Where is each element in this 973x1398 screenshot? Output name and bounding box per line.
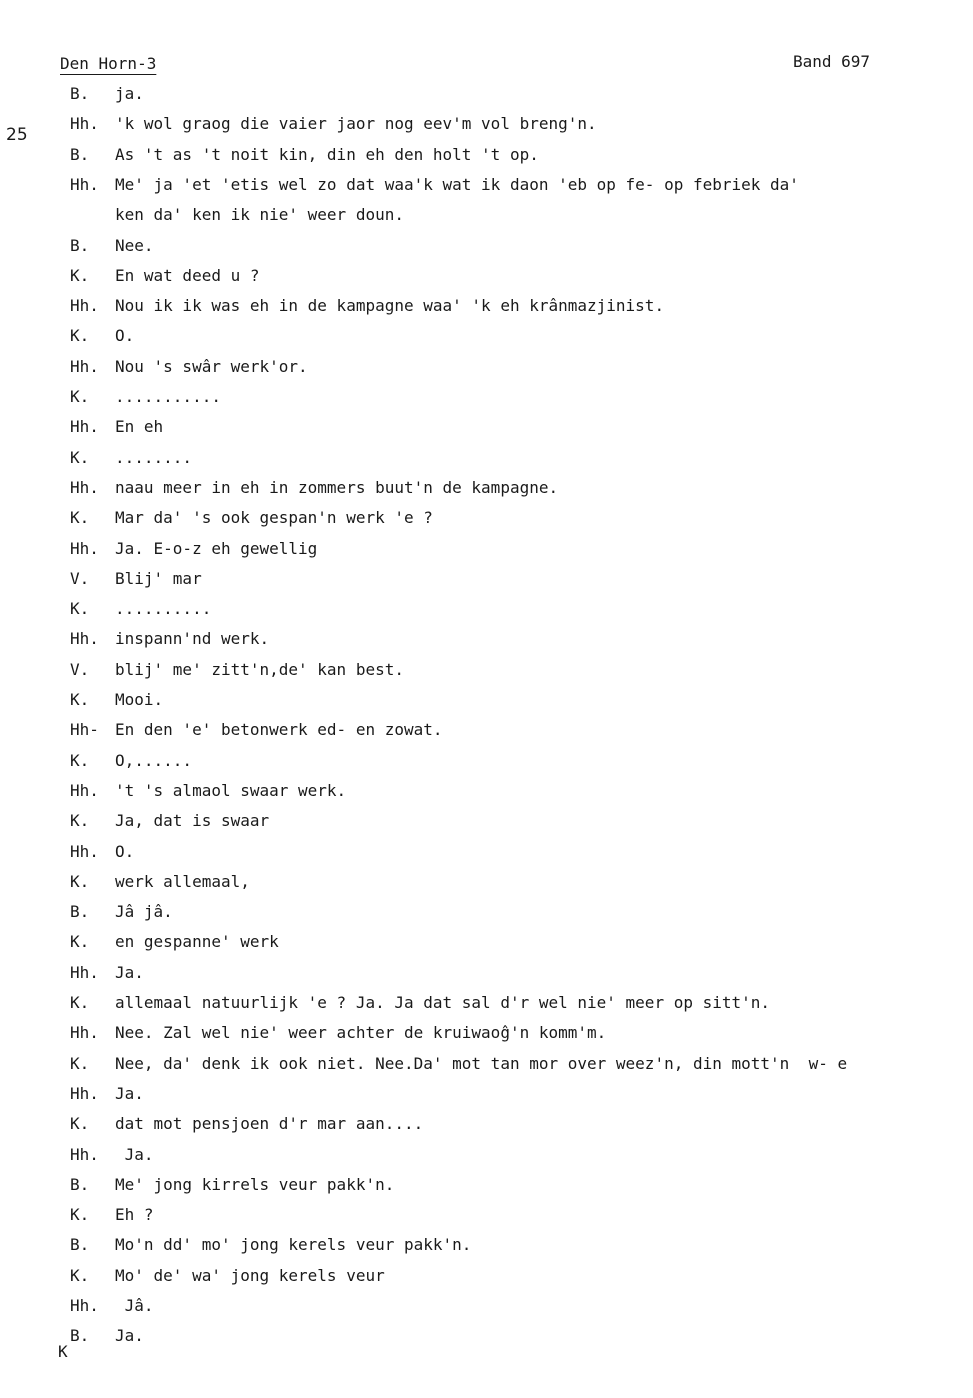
transcript-line [0,751,973,777]
transcript-line [0,84,973,110]
transcript-line [0,508,973,534]
speaker-label: B. [70,1174,90,1194]
transcript-line [0,1054,973,1080]
utterance-text: ........... [115,387,221,406]
utterance-text: Me' ja 'et 'etis wel zo dat waa'k wat ik daon 'eb op fe- op febriek da' [115,174,799,194]
speaker-label: Hh. [70,1023,99,1043]
speaker-label: Hh. [70,841,99,861]
transcript-line [0,478,973,504]
utterance-text: O,...... [115,750,193,770]
speaker-label: K. [70,599,90,619]
transcript-line [0,114,973,140]
utterance-text: Mar da' 's ook gespan'n werk 'e ? [115,508,433,528]
utterance-text: Nee. Zal wel nie' weer achter de kruiwaoĝ'n komm'm. [115,1023,607,1043]
transcript-line [0,932,973,958]
utterance-text: Ja. E-o-z eh gewellig [115,538,318,558]
utterance-text: werk allemaal, [115,871,250,891]
speaker-label: B. [70,1326,90,1346]
transcript-line [0,205,973,231]
utterance-text: 't 's almaol swaar werk. [115,780,347,800]
speaker-label: V. [70,659,90,679]
document-title: Den Horn-3 [60,54,157,73]
utterance-text: Ja, dat is swaar [115,811,270,831]
transcript-line [0,266,973,292]
utterance-text: Nou ik ik was eh in de kampagne waa' 'k eh krânmazjinist. [115,296,665,316]
speaker-label: K. [70,932,90,952]
transcript-line [0,569,973,595]
utterance-text: Blij' mar [115,568,202,588]
transcript-line [0,357,973,383]
transcript-line [0,296,973,322]
transcript-line [0,1266,973,1292]
speaker-label: B. [70,84,90,103]
transcript-line [0,781,973,807]
utterance-text: 'k wol graog die vaier jaor nog eev'm vol breng'n. [115,114,597,134]
utterance-text: ken da' ken ik nie' weer doun. [115,205,404,225]
speaker-label: K. [70,1114,90,1134]
transcript-line [0,1326,973,1352]
speaker-label: Hh. [70,1083,99,1103]
transcript-line [0,417,973,443]
utterance-text: O. [115,326,135,346]
utterance-text: En den 'e' betonwerk ed- en zowat. [115,720,443,740]
utterance-text: Eh ? [115,1205,154,1225]
transcript-line [0,1114,973,1140]
transcript-line [0,993,973,1019]
utterance-text: Nou 's swâr werk'or. [115,356,308,376]
utterance-text: Me' jong kirrels veur pakk'n. [115,1174,395,1194]
utterance-text: Ja. [115,1326,144,1346]
utterance-text: O. [115,841,135,861]
utterance-text: Ja. [115,1083,144,1103]
speaker-label: K. [70,811,90,831]
utterance-text: En wat deed u ? [115,265,260,285]
speaker-label: Hh. [70,780,99,800]
transcript-line [0,1235,973,1261]
speaker-label: K. [70,508,90,528]
speaker-label: K. [70,750,90,770]
utterance-text: ........ [115,447,193,467]
speaker-label: K. [70,265,90,285]
utterance-text: ja. [115,84,144,103]
margin-number: 25 [6,125,28,145]
speaker-label: Hh. [70,114,99,134]
utterance-text: Mo' de' wa' jong kerels veur [115,1265,385,1285]
utterance-text: dat mot pensjoen d'r mar aan.... [115,1114,424,1134]
speaker-label: Hh. [70,174,99,194]
speaker-label: K. [70,1205,90,1225]
transcript-line [0,902,973,928]
transcript-line [0,1084,973,1110]
speaker-label: K. [70,447,90,467]
tape-number: Band 697 [793,52,871,71]
speaker-label: Hh. [70,417,99,437]
transcript-line [0,842,973,868]
speaker-label: Hh. [70,296,99,316]
utterance-text: Ja. [115,962,144,982]
transcript-line [0,811,973,837]
transcript-line [0,872,973,898]
speaker-label: B. [70,144,90,164]
transcript-line [0,145,973,171]
speaker-label: Hh- [70,720,99,740]
trailing-speaker: K [58,1342,68,1361]
utterance-text: allemaal natuurlijk 'e ? Ja. Ja dat sal d'r wel nie' meer op sitt'n. [115,993,771,1012]
speaker-label: Hh. [70,1296,99,1315]
speaker-label: K. [70,1265,90,1285]
speaker-label: K. [70,871,90,891]
transcript-line [0,326,973,352]
transcript-line [0,1023,973,1049]
utterance-text: Mo'n dd' mo' jong kerels veur pakk'n. [115,1235,472,1255]
transcript-line [0,1145,973,1171]
speaker-label: K. [70,690,90,709]
speaker-label: B. [70,902,90,922]
speaker-label: K. [70,1053,90,1073]
speaker-label: Hh. [70,477,99,497]
transcript-line [0,963,973,989]
utterance-text: Jâ. [115,1296,154,1315]
utterance-text: As 't as 't noit kin, din eh den holt 't op. [115,144,539,164]
transcript-line [0,1205,973,1231]
transcript-line [0,1175,973,1201]
speaker-label: Hh. [70,356,99,376]
utterance-text: blij' me' zitt'n,de' kan best. [115,659,404,679]
speaker-label: V. [70,568,90,588]
utterance-text: En eh [115,417,164,437]
utterance-text: .......... [115,599,212,619]
speaker-label: Hh. [70,629,99,649]
speaker-label: Hh. [70,962,99,982]
speaker-label: B. [70,1235,90,1255]
transcript-line [0,629,973,655]
speaker-label: K. [70,387,90,406]
transcript-line [0,690,973,716]
speaker-label: Hh. [70,1144,99,1164]
transcript-line [0,1296,973,1322]
transcript-line [0,599,973,625]
speaker-label: B. [70,235,90,255]
speaker-label: K. [70,326,90,346]
utterance-text: Jâ jâ. [115,902,173,922]
utterance-text: Mooi. [115,690,164,709]
transcript-line [0,720,973,746]
utterance-text: naau meer in eh in zommers buut'n de kampagne. [115,477,559,497]
speaker-label: Hh. [70,538,99,558]
transcript-line [0,175,973,201]
utterance-text: Ja. [115,1144,154,1164]
utterance-text: inspann'nd werk. [115,629,270,649]
transcript-line [0,448,973,474]
speaker-label: K. [70,993,90,1012]
transcript-line [0,387,973,413]
utterance-text: Nee. [115,235,154,255]
transcript-line [0,539,973,565]
transcript-line [0,660,973,686]
transcript-line [0,236,973,262]
utterance-text: Nee, da' denk ik ook niet. Nee.Da' mot tan mor over weez'n, din mott'n w- e [115,1053,848,1073]
utterance-text: en gespanne' werk [115,932,279,952]
